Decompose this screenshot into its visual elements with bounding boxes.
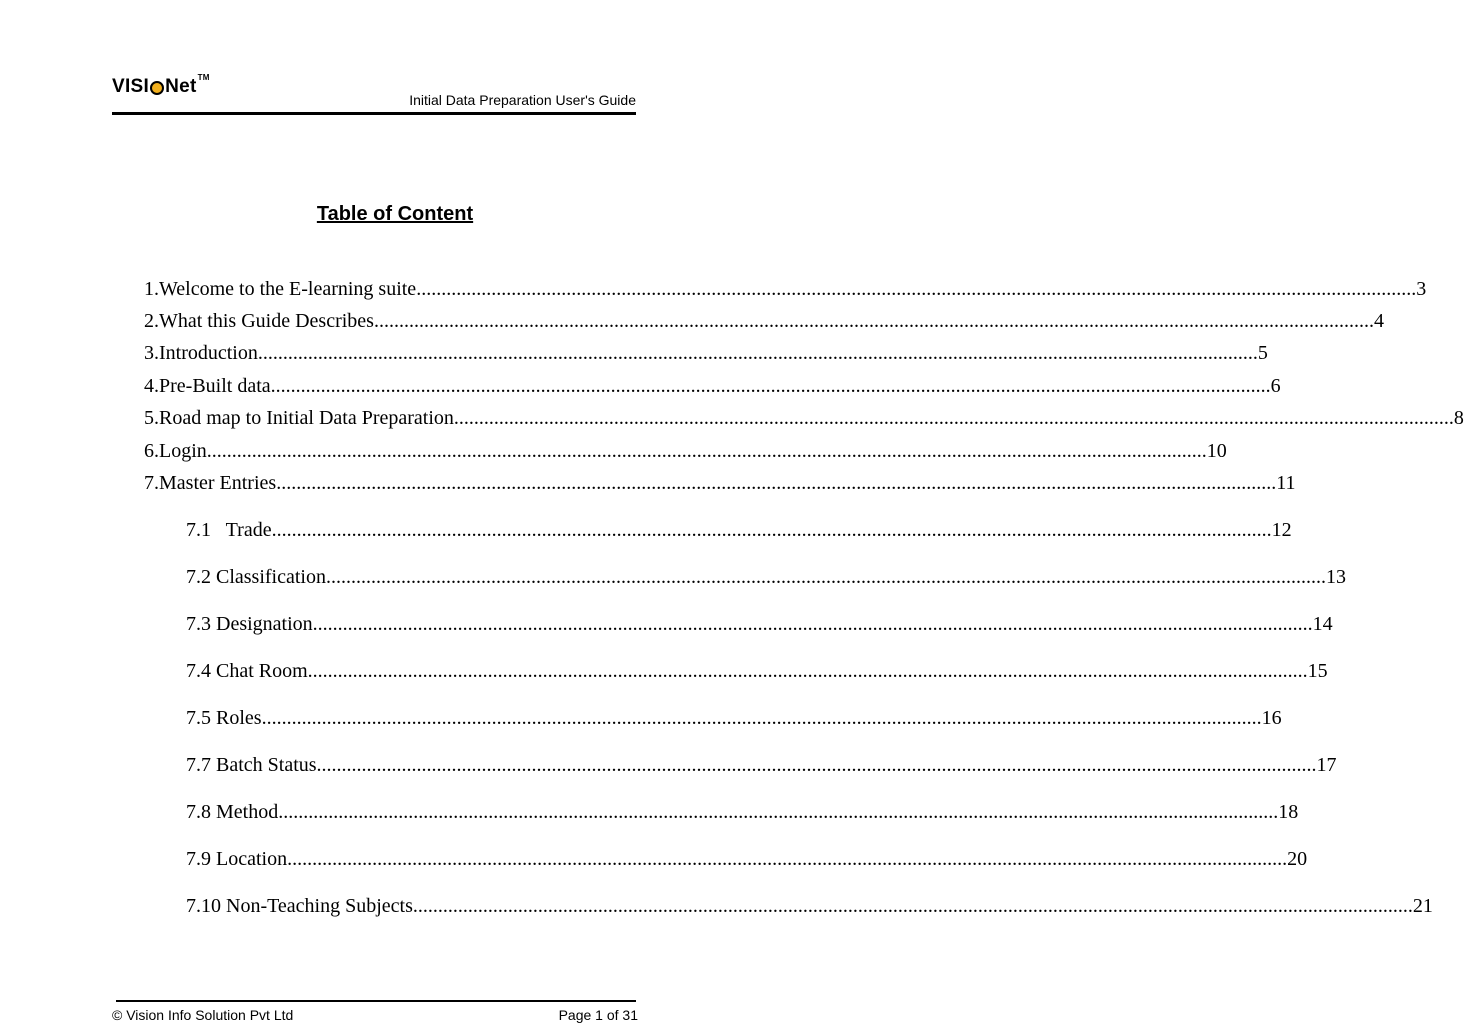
toc-subentry[interactable] <box>186 517 1292 543</box>
toc-label: Welcome to the E-learning suite <box>159 278 417 300</box>
toc-leader: ........................................................................................................................................................................................................ <box>307 660 1308 682</box>
toc-label: Introduction <box>159 342 258 364</box>
toc-label: 7.9 Location <box>186 848 288 870</box>
toc-leader: ........................................................................................................................................................................................................ <box>287 848 1288 870</box>
toc-subentry[interactable] <box>186 893 1433 919</box>
toc-label: Pre-Built data <box>159 375 271 397</box>
toc-entry[interactable] <box>144 276 1427 302</box>
header-title: Initial Data Preparation User's Guide <box>409 92 636 108</box>
toc-label: What this Guide Describes <box>159 310 374 332</box>
toc-subentry[interactable] <box>186 658 1328 684</box>
toc-label: 7.7 Batch Status <box>186 754 317 776</box>
toc-page: 21 <box>1412 895 1433 917</box>
toc-page: 10 <box>1206 440 1227 462</box>
toc-page: 14 <box>1312 613 1333 635</box>
toc-leader: ........................................................................................................................................................................................................ <box>276 472 1277 494</box>
toc-subentry[interactable] <box>186 752 1337 778</box>
toc-page: 20 <box>1287 848 1308 870</box>
logo-text-net: Net <box>165 76 197 97</box>
toc-label: 7.4 Chat Room <box>186 660 308 682</box>
toc-label: Road map to Initial Data Preparation <box>159 407 454 429</box>
toc-leader: ........................................................................................................................................................................................................ <box>257 342 1258 364</box>
toc-label: 7.2 Classification <box>186 566 326 588</box>
visionet-logo <box>112 73 210 98</box>
toc-entry[interactable] <box>144 340 1268 366</box>
toc-leader: ........................................................................................................................................................................................................ <box>261 707 1262 729</box>
page-title: Table of Content <box>316 203 474 225</box>
toc-label: 7.1 Trade <box>186 519 272 541</box>
toc-label: 7.10 Non-Teaching Subjects <box>186 895 413 917</box>
toc-label: Master Entries <box>159 472 277 494</box>
toc-page: 11 <box>1276 472 1296 494</box>
toc-page: 13 <box>1325 566 1346 588</box>
toc-number: 7. <box>144 472 159 494</box>
toc-number: 2. <box>144 310 159 332</box>
toc-leader: ........................................................................................................................................................................................................ <box>271 519 1272 541</box>
toc-page: 5 <box>1257 342 1268 364</box>
toc-entry[interactable] <box>144 308 1384 334</box>
toc-entry[interactable] <box>144 470 1296 496</box>
toc-entry[interactable] <box>144 438 1227 464</box>
toc-label: 7.3 Designation <box>186 613 313 635</box>
toc-page: 17 <box>1316 754 1337 776</box>
toc-subentry[interactable] <box>186 564 1346 590</box>
toc-leader: ........................................................................................................................................................................................................ <box>373 310 1374 332</box>
footer-copyright: © Vision Info Solution Pvt Ltd <box>112 1007 294 1023</box>
toc-page: 8 <box>1453 407 1464 429</box>
toc-page: 16 <box>1261 707 1282 729</box>
toc-label: 7.5 Roles <box>186 707 262 729</box>
header-divider <box>112 112 636 115</box>
toc-entry[interactable] <box>144 405 1464 431</box>
toc-label: Login <box>159 440 207 462</box>
toc-leader: ........................................................................................................................................................................................................ <box>412 895 1413 917</box>
toc-leader: ........................................................................................................................................................................................................ <box>325 566 1326 588</box>
toc-page: 18 <box>1278 801 1299 823</box>
toc-page: 4 <box>1373 310 1384 332</box>
toc-leader: ........................................................................................................................................................................................................ <box>453 407 1454 429</box>
logo-text-visi: VISI <box>112 76 150 97</box>
toc-page: 6 <box>1270 375 1281 397</box>
trademark-mark: TM <box>197 73 210 82</box>
toc-label: 7.8 Method <box>186 801 279 823</box>
toc-entry[interactable] <box>144 373 1281 399</box>
toc-number: 5. <box>144 407 159 429</box>
toc-page: 15 <box>1307 660 1328 682</box>
toc-number: 1. <box>144 278 159 300</box>
footer-page-number: Page 1 of 31 <box>558 1007 638 1023</box>
toc-subentry[interactable] <box>186 846 1308 872</box>
toc-leader: ........................................................................................................................................................................................................ <box>316 754 1317 776</box>
toc-leader: ........................................................................................................................................................................................................ <box>270 375 1271 397</box>
toc-leader: ........................................................................................................................................................................................................ <box>206 440 1207 462</box>
toc-subentry[interactable] <box>186 611 1333 637</box>
toc-leader: ........................................................................................................................................................................................................ <box>312 613 1313 635</box>
toc-subentry[interactable] <box>186 799 1299 825</box>
toc-leader: ........................................................................................................................................................................................................ <box>416 278 1417 300</box>
eye-icon <box>150 81 164 95</box>
toc-page: 12 <box>1271 519 1292 541</box>
toc-subentry[interactable] <box>186 705 1282 731</box>
toc-number: 4. <box>144 375 159 397</box>
footer-divider <box>116 1000 636 1002</box>
toc-leader: ........................................................................................................................................................................................................ <box>278 801 1279 823</box>
toc-number: 3. <box>144 342 159 364</box>
toc-number: 6. <box>144 440 159 462</box>
toc-page: 3 <box>1416 278 1427 300</box>
